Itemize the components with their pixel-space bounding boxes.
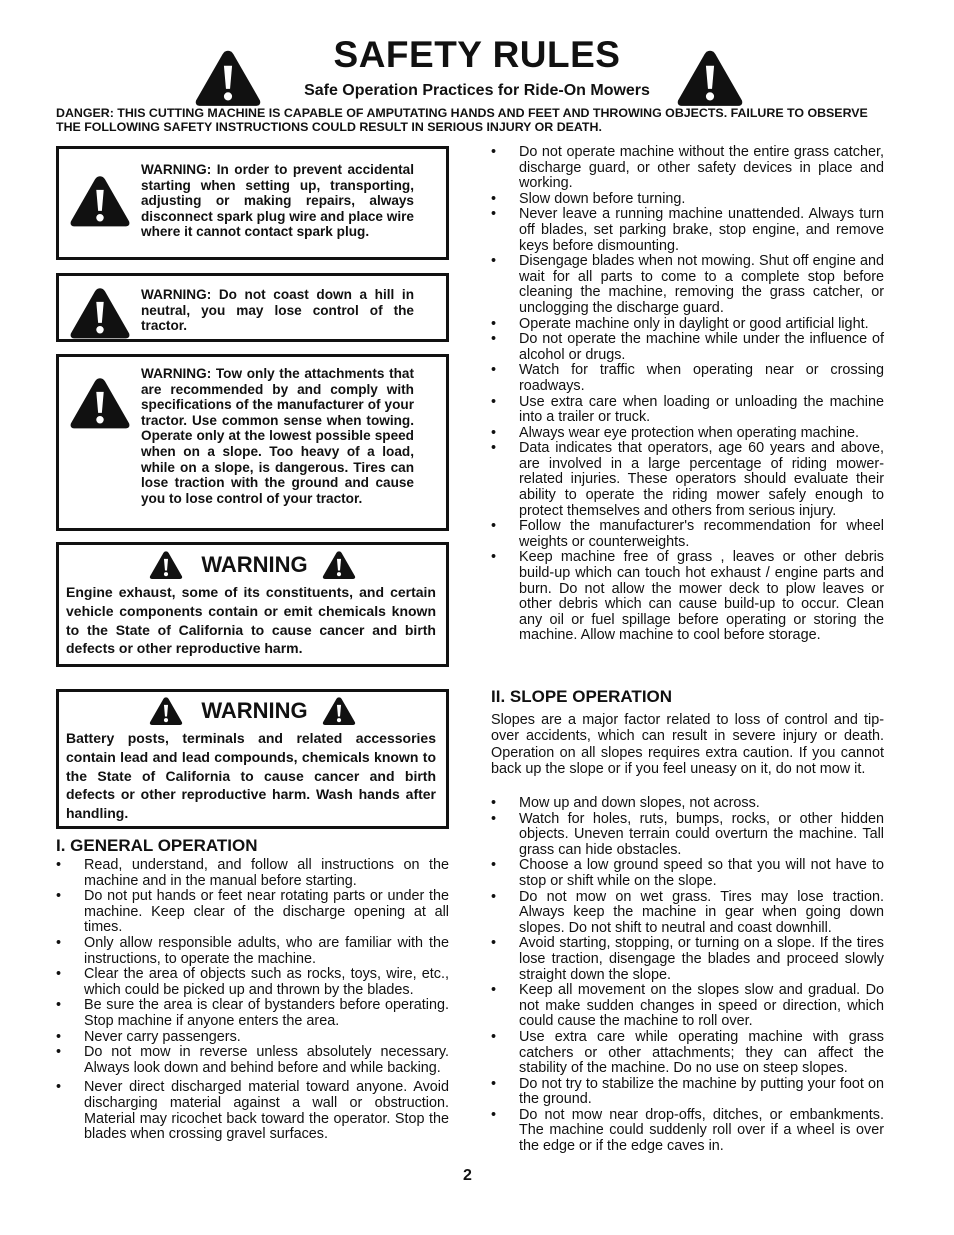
slope-operation-list [491, 796, 884, 1155]
warning-text: Engine exhaust, some of its constituents, and certain vehicle components contain or emit chemicals known to the State of California to cause cancer and birth defects or other reproductive harm. [66, 584, 436, 657]
list-item: • Clear the area of objects such as rocks, toys, wire, etc., which could be picked up and thrown by the blades. [56, 967, 449, 998]
list-item: • Do not operate machine without the entire grass catcher, discharge guard, or other safety devices in place and working. [491, 145, 884, 192]
slope-intro: Slopes are a major factor related to loss of control and tip-over accidents, which can result in severe injury or death. Operation on all slopes requires extra caution. If you cannot back up the slope or if you feel uneasy on it, do not mow it. [491, 712, 884, 778]
warning-triangle-icon [149, 696, 183, 726]
page-number: 2 [463, 1167, 472, 1184]
warning-text: WARNING: In order to prevent accidental starting when setting up, transporting, adjusting or making repairs, always disconnect spark plug wire and place wire where it cannot contact spark plug. [141, 162, 414, 240]
warning-text: WARNING: Do not coast down a hill in neutral, you may lose control of the tractor. [141, 287, 414, 334]
warning-triangle-icon [69, 281, 131, 345]
list-item: • Data indicates that operators, age 60 years and above, are involved in a large percentage of riding mower-related injuries. These operators should evaluate their ability to operate the riding mower safely enough to protect themselves and others from serious injury. [491, 441, 884, 519]
list-item: • Follow the manufacturer's recommendation for wheel weights or counterweights. [491, 519, 884, 550]
list-item: • Avoid starting, stopping, or turning on a slope. If the tires lose traction, disengage the blades and proceed slowly straight down the slope. [491, 936, 884, 983]
list-item: • Use extra care while operating machine with grass catchers or other attachments; they can affect the stability of the machine. Do no use on steep slopes. [491, 1030, 884, 1077]
list-item: • Always wear eye protection when operating machine. [491, 426, 884, 442]
warning-text: Battery posts, terminals and related accessories contain lead and lead compounds, chemicals known to the State of California to cause cancer and birth defects or other reproductive harm. Wash hands after handling. [66, 730, 436, 822]
warning-label: WARNING [201, 698, 308, 723]
list-item: • Do not put hands or feet near rotating parts or under the machine. Keep clear of the discharge opening at all times. [56, 889, 449, 936]
list-item: • Choose a low ground speed so that you will not have to stop or shift while on the slope. [491, 858, 884, 889]
list-item: • Disengage blades when not mowing. Shut off engine and wait for all parts to come to a complete stop before cleaning the machine, removing the grass catcher, or unclogging the discharge guard. [491, 254, 884, 316]
list-item: • Do not mow in reverse unless absolutely necessary. Always look down and behind before and while backing. [56, 1045, 449, 1076]
list-item: • Slow down before turning. [491, 192, 884, 208]
warning-box-spark-plug [56, 146, 449, 260]
warning-box-towing [56, 354, 449, 531]
warning-header [59, 550, 446, 580]
page-title: SAFETY RULES [333, 34, 621, 75]
list-item: • Do not mow on wet grass. Tires may lose traction. Always keep the machine in gear when going down slopes. Do not shift to neutral and coast downhill. [491, 890, 884, 937]
list-item: • Do not try to stabilize the machine by putting your foot on the ground. [491, 1077, 884, 1108]
prop65-box-battery [56, 689, 449, 829]
list-item: • Never carry passengers. [56, 1030, 449, 1046]
list-item: • Keep machine free of grass , leaves or other debris build-up which can touch hot exhaust / engine parts and burn. Do not allow the mower deck to plow leaves or other debris which can cause build-up to occur. Clean any oil or fuel spillage before operating or storing the machine. Allow machine to cool before storage. [491, 550, 884, 644]
list-item: • Only allow responsible adults, who are familiar with the instructions, to operate the machine. [56, 936, 449, 967]
section-heading-general: I. GENERAL OPERATION [56, 836, 258, 855]
list-item: • Mow up and down slopes, not across. [491, 796, 884, 812]
warning-triangle-icon [149, 550, 183, 580]
list-item: • Keep all movement on the slopes slow and gradual. Do not make sudden changes in speed or direction, which could cause the machine to roll over. [491, 983, 884, 1030]
list-item: • Use extra care when loading or unloading the machine into a trailer or truck. [491, 395, 884, 426]
page-subtitle: Safe Operation Practices for Ride-On Mowers [304, 82, 650, 99]
list-item: • Be sure the area is clear of bystanders before operating. Stop machine if anyone enters the area. [56, 998, 449, 1029]
warning-triangle-icon [69, 169, 131, 233]
warning-box-coast [56, 273, 449, 342]
warning-text: WARNING: Tow only the attachments that are recommended by and comply with specifications of the manufacturer of your tractor. Use common sense when towing. Operate only at the lowest possible speed when on a slope. Too heavy of a load, while on a slope, is dangerous. Tires can lose traction with the ground and cause you to lose control of your tractor. [141, 366, 414, 506]
list-item: • Watch for holes, ruts, bumps, rocks, or other hidden objects. Uneven terrain could overturn the machine. Tall grass can hide obstacles. [491, 812, 884, 859]
general-operation-list [56, 858, 449, 1143]
general-operation-list-continued [491, 145, 884, 644]
danger-statement: DANGER: THIS CUTTING MACHINE IS CAPABLE OF AMPUTATING HANDS AND FEET AND THROWING OBJECTS. FAILURE TO OBSERVE THE FOLLOWING SAFETY INSTRUCTIONS COULD RESULT IN SERIOUS INJURY OR DEATH. [56, 106, 868, 134]
list-item: • Never direct discharged material toward anyone. Avoid discharging material against a wall or obstruction. Material may ricochet back toward the operator. Stop the blades when crossing gravel surfaces. [56, 1080, 449, 1142]
list-item: • Do not operate the machine while under the influence of alcohol or drugs. [491, 332, 884, 363]
warning-label: WARNING [201, 552, 308, 577]
warning-triangle-icon [322, 696, 356, 726]
prop65-box-exhaust [56, 542, 449, 667]
list-item: • Watch for traffic when operating near or crossing roadways. [491, 363, 884, 394]
list-item: • Never leave a running machine unattended. Always turn off blades, set parking brake, stop engine, and remove keys before dismounting. [491, 207, 884, 254]
list-item: • Do not mow near drop-offs, ditches, or embankments. The machine could suddenly roll over if a wheel is over the edge or if the edge caves in. [491, 1108, 884, 1155]
warning-triangle-icon [69, 371, 131, 435]
list-item: • Read, understand, and follow all instructions on the machine and in the manual before starting. [56, 858, 449, 889]
warning-header [59, 696, 446, 726]
list-item: • Operate machine only in daylight or good artificial light. [491, 317, 884, 333]
warning-triangle-icon [322, 550, 356, 580]
section-heading-slope: II. SLOPE OPERATION [491, 687, 673, 706]
